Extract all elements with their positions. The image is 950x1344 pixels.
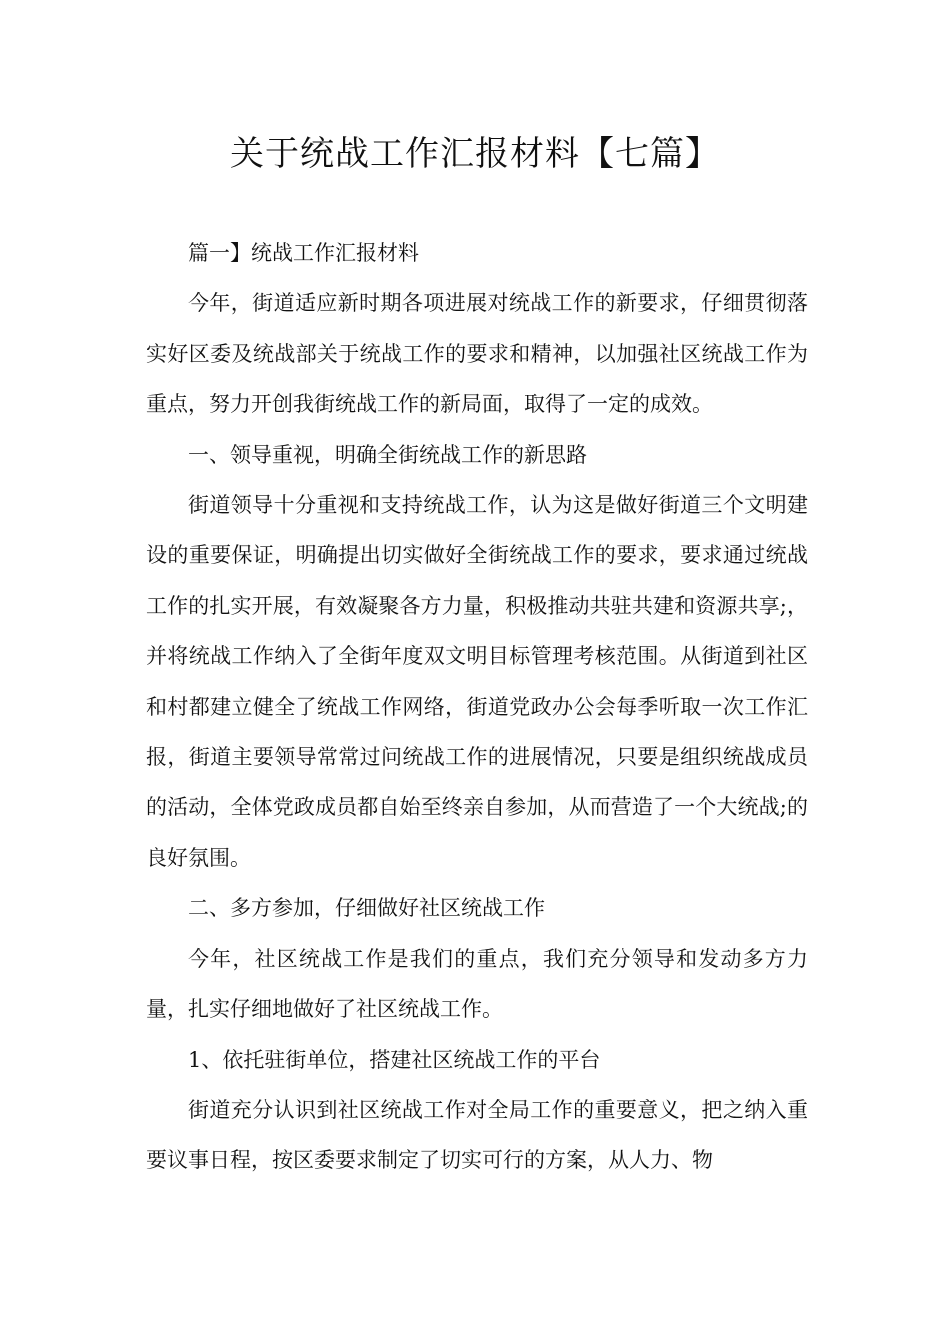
body-paragraph: 街道充分认识到社区统战工作对全局工作的重要意义，把之纳入重要议事日程，按区委要求制定了切实可行的方案，从人力、物 — [146, 1097, 808, 1173]
chapter-heading: 篇一】统战工作汇报材料 — [188, 241, 419, 265]
subsection-heading: 1、依托驻街单位，搭建社区统战工作的平台 — [188, 1047, 601, 1072]
body-paragraph: 街道领导十分重视和支持统战工作，认为这是做好街道三个文明建设的重要保证，明确提出切实做好全街统战工作的要求，要求通过统战工作的扎实开展，有效凝聚各方力量，积极推动共驻共建和资源共享;，并将统战工作纳入了全街年度双文明目标管理考核范围。从街道到社区和村都建立健全了统战工作网络，街道党政办公会每季听取一次工作汇报，街道主要领导常常过问统战工作的进展情况，只要是组织统战成员的活动，全体党政成员都自始至终亲自参加，从而营造了一个大统战;的良好氛围。 — [146, 493, 808, 870]
document-body — [146, 228, 808, 1186]
document-title: 关于统战工作汇报材料【七篇】 — [230, 134, 720, 174]
body-paragraph: 今年，社区统战工作是我们的重点，我们充分领导和发动多方力量，扎实仔细地做好了社区统战工作。 — [146, 946, 808, 1022]
body-paragraph: 今年，街道适应新时期各项进展对统战工作的新要求，仔细贯彻落实好区委及统战部关于统战工作的要求和精神，以加强社区统战工作为重点，努力开创我街统战工作的新局面，取得了一定的成效。 — [146, 291, 808, 417]
section-heading: 一、领导重视，明确全街统战工作的新思路 — [188, 442, 587, 467]
section-heading: 二、多方参加，仔细做好社区统战工作 — [188, 896, 545, 921]
